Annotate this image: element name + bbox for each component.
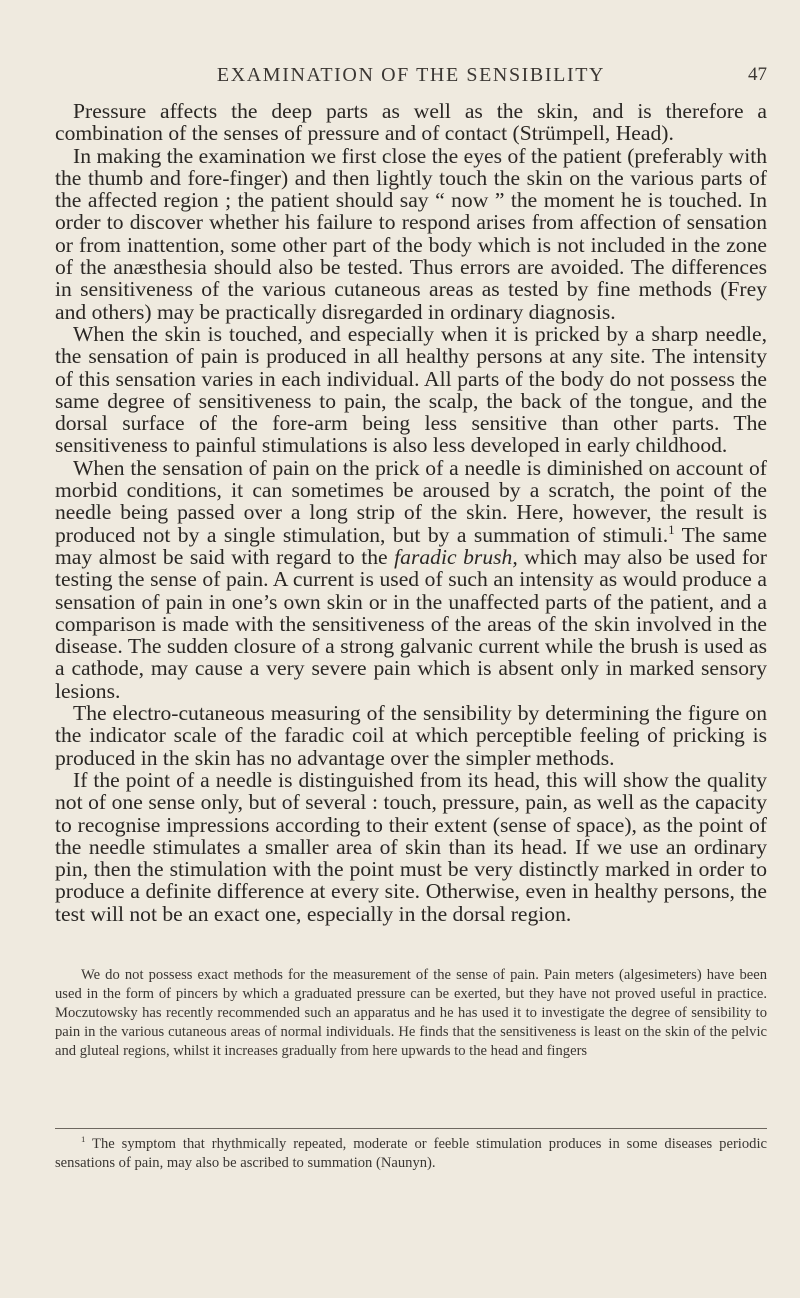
running-head	[55, 64, 767, 94]
paragraph: When the skin is touched, and especially when it is pricked by a sharp needle, the sensation of pain is produced in all healthy persons at any site. The intensity of this sensation varies in each individual. All parts of the body do not possess the same degree of sensitiveness to pain, the scalp, the back of the tongue, and the dorsal surface of the fore-arm being less sensitive than other parts. The sensitiveness to painful stimulations is also less developed in early childhood.	[55, 321, 767, 458]
footnote-reference: 1	[668, 521, 675, 537]
footnote-divider	[55, 1128, 767, 1129]
main-text	[55, 100, 767, 925]
paragraph	[55, 457, 767, 702]
paragraph: If the point of a needle is distinguished from its head, this will show the quality not of one sense only, but of several : touch, pressure, pain, as well as the capacity to recognise impressions according to their extent (sense of space), as the point of the needle stimulates a smaller area of skin than its head. If we use an ordinary pin, then the stimulation with the point must be very distinctly marked in order to produce a definite difference at every site. Otherwise, even in healthy persons, the test will not be an exact one, especially in the dorsal region.	[55, 767, 767, 926]
paragraph: Pressure affects the deep parts as well as the skin, and is therefore a combination of the senses of pressure and of contact (Strümpell, Head).	[55, 99, 767, 146]
paragraph-text: which may also be used for testing the sense of pain. A current is used of such an intensity as would produce a sensation of pain in one’s own skin or in the unaffected parts of the patient, and a comparison is made with the sensitiveness of the areas of the skin involved in the disease. The sudden closure of a strong galvanic current while the brush is used as a cathode, may cause a very severe pain which is absent only in marked sensory lesions.	[55, 544, 767, 703]
footnote-text: The symptom that rhythmically repeated, moderate or feeble stimulation produces in some diseases periodic sensations of pain, may also be ascribed to summation (Naunyn).	[55, 1136, 767, 1171]
paragraph: In making the examination we first close the eyes of the patient (preferably with the thumb and fore-finger) and then lightly touch the skin on the various parts of the affected region ; the patient should say “ now ” the moment he is touched. In order to discover whether his failure to respond arises from affection of sensation or from inattention, some other part of the body which is not included in the zone of the anæsthesia should also be tested. Thus errors are avoided. The differences in sensitiveness of the various cutaneous areas as tested by fine methods (Frey and others) may be practically disregarded in ordinary diagnosis.	[55, 143, 767, 324]
small-print-paragraph: We do not possess exact methods for the measurement of the sense of pain. Pain meters (algesimeters) have been used in the form of pincers by which a graduated pressure can be exerted, but they have not proved useful in practice. Moczutowsky has recently recommended such an apparatus and he has used it to investigate the degree of sensibility to pain in the various cutaneous areas of normal individuals. He finds that the sensitiveness is least on the skin of the pelvic and gluteal regions, whilst it increases gradually from here upwards to the head and fingers	[55, 967, 767, 1059]
footnote-paragraph	[55, 1135, 767, 1173]
page-number: 47	[748, 64, 767, 85]
book-page	[55, 0, 767, 1298]
running-title: EXAMINATION OF THE SENSIBILITY	[216, 64, 606, 86]
footnote-marker: 1	[81, 1134, 86, 1145]
small-print-note	[55, 966, 767, 1061]
paragraph-text: The same may almost be said with regard to the	[55, 522, 767, 569]
footnote	[55, 1135, 767, 1173]
paragraph-text: When the sensation of pain on the prick of a needle is diminished on account of morbid conditions, it can sometimes be aroused by a scratch, the point of the needle being passed over a long strip of the skin. Here, however, the result is produced not by a single stimulation, but by a summation of stimuli.	[55, 455, 767, 547]
italic-term: faradic brush,	[394, 544, 518, 569]
paragraph: The electro-cutaneous measuring of the sensibility by determining the figure on the indicator scale of the faradic coil at which perceptible feeling of pricking is produced in the skin has no advantage over the simpler methods.	[55, 701, 767, 770]
